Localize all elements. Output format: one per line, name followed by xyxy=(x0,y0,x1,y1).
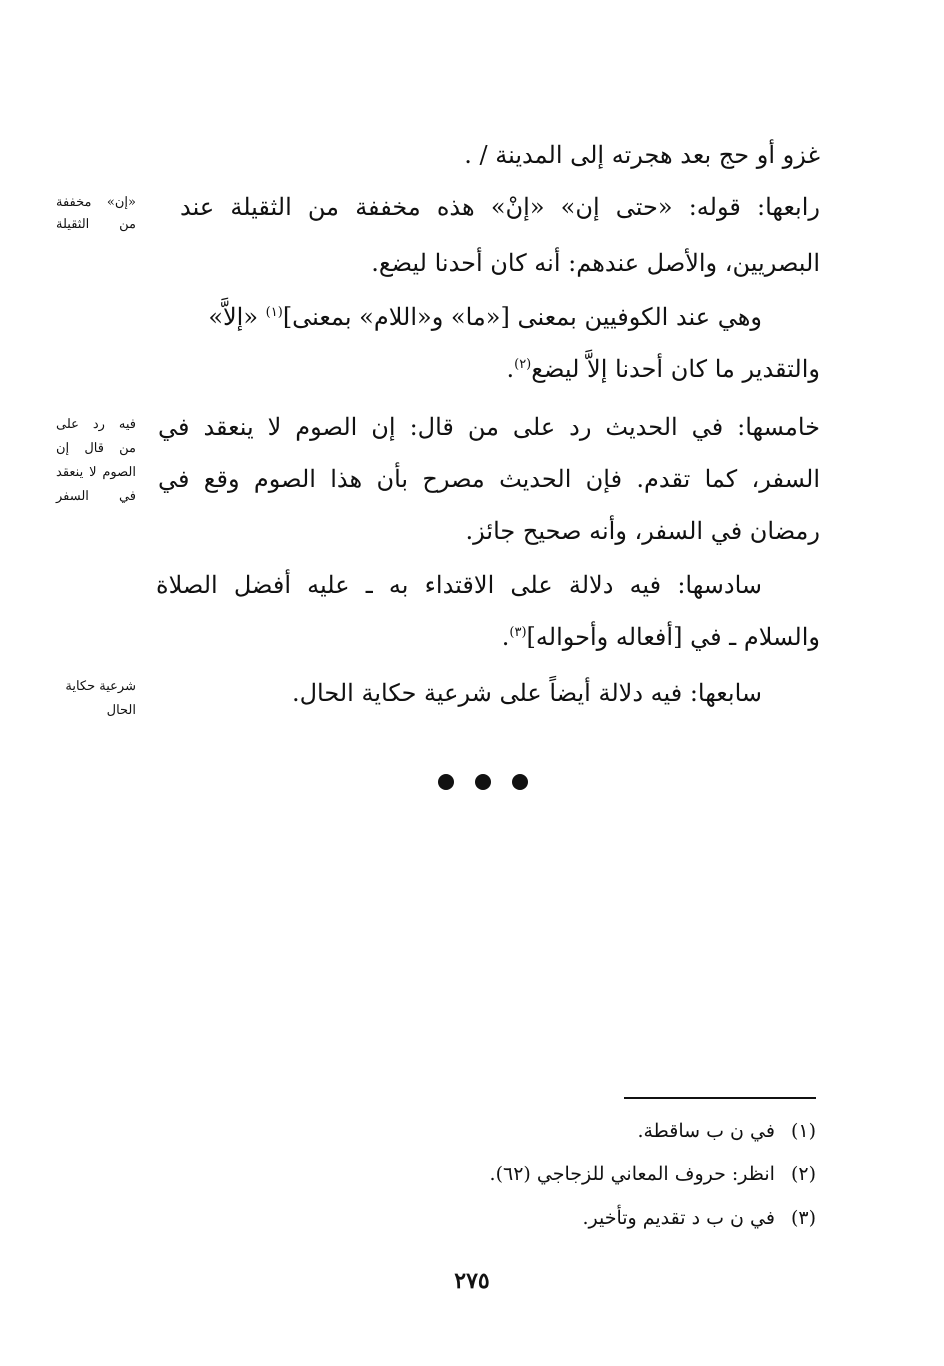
separator-dot xyxy=(438,774,454,790)
footnote-3 xyxy=(582,1204,816,1232)
margin-note-1-line-2: من الثقيلة xyxy=(56,217,136,232)
body-line-10 xyxy=(502,620,820,654)
body-line-6: خامسها: في الحديث رد على من قال: إن الصوم لا ينعقد في xyxy=(158,413,820,441)
margin-note-2-line-3: الصوم لا ينعقد xyxy=(56,465,136,480)
footnote-2 xyxy=(490,1160,816,1188)
body-line-8: رمضان في السفر، وأنه صحيح جائز. xyxy=(465,517,820,545)
separator-dot xyxy=(512,774,528,790)
body-line-5-end: . xyxy=(506,355,515,383)
separator-dot xyxy=(475,774,491,790)
footnote-ref-1: (١) xyxy=(265,305,283,320)
footnote-text: في ن ب ساقطة. xyxy=(637,1120,775,1142)
footnote-number: (٢) xyxy=(790,1163,816,1185)
footnote-number: (٣) xyxy=(790,1207,816,1229)
body-line-7: السفر، كما تقدم. فإن الحديث مصرح بأن هذا الصوم وقع في xyxy=(158,465,820,493)
footnote-ref-2: (٢) xyxy=(514,357,532,372)
body-line-4 xyxy=(208,300,762,334)
margin-note-2-line-2: من قال إن xyxy=(56,441,136,456)
body-line-5-text: والتقدير ما كان أحدنا إلاَّ ليضع xyxy=(531,355,820,383)
section-separator xyxy=(438,772,528,792)
footnote-number: (١) xyxy=(790,1120,816,1142)
footnote-text: في ن ب د تقديم وتأخير. xyxy=(582,1207,775,1229)
footnote-1 xyxy=(637,1117,816,1145)
margin-note-3-line-2: الحال xyxy=(106,703,136,718)
body-line-5 xyxy=(506,352,820,386)
margin-note-2-line-4: في السفر xyxy=(56,489,136,504)
body-line-9: سادسها: فيه دلالة على الاقتداء به ـ عليه أفضل الصلاة xyxy=(156,571,762,599)
body-line-10-text: والسلام ـ في [أفعاله وأحواله] xyxy=(526,623,820,651)
body-line-11: سابعها: فيه دلالة أيضاً على شرعية حكاية الحال. xyxy=(291,679,762,707)
footnote-ref-3: (٣) xyxy=(509,625,527,640)
body-line-4-end: «إلاَّ» xyxy=(208,303,266,331)
body-line-1: غزو أو حج بعد هجرته إلى المدينة / . xyxy=(464,141,820,169)
body-line-2: رابعها: قوله: «حتى إن» «إنْ» هذه مخففة من الثقيلة عند xyxy=(180,193,820,221)
page-number: ٢٧٥ xyxy=(454,1268,490,1294)
body-line-4-text: وهي عند الكوفيين بمعنى [«ما» و«اللام» بمعنى] xyxy=(282,303,762,331)
margin-note-2-line-1: فيه رد على xyxy=(56,417,136,432)
body-line-3: البصريين، والأصل عندهم: أنه كان أحدنا ليضع. xyxy=(371,249,820,277)
footnote-text: انظر: حروف المعاني للزجاجي (٦٢). xyxy=(489,1163,775,1185)
margin-note-1-line-1: «إن» مخففة xyxy=(56,195,136,210)
footnote-divider xyxy=(624,1097,816,1099)
margin-note-3-line-1: شرعية حكاية xyxy=(65,679,136,694)
body-line-10-end: . xyxy=(501,623,510,651)
